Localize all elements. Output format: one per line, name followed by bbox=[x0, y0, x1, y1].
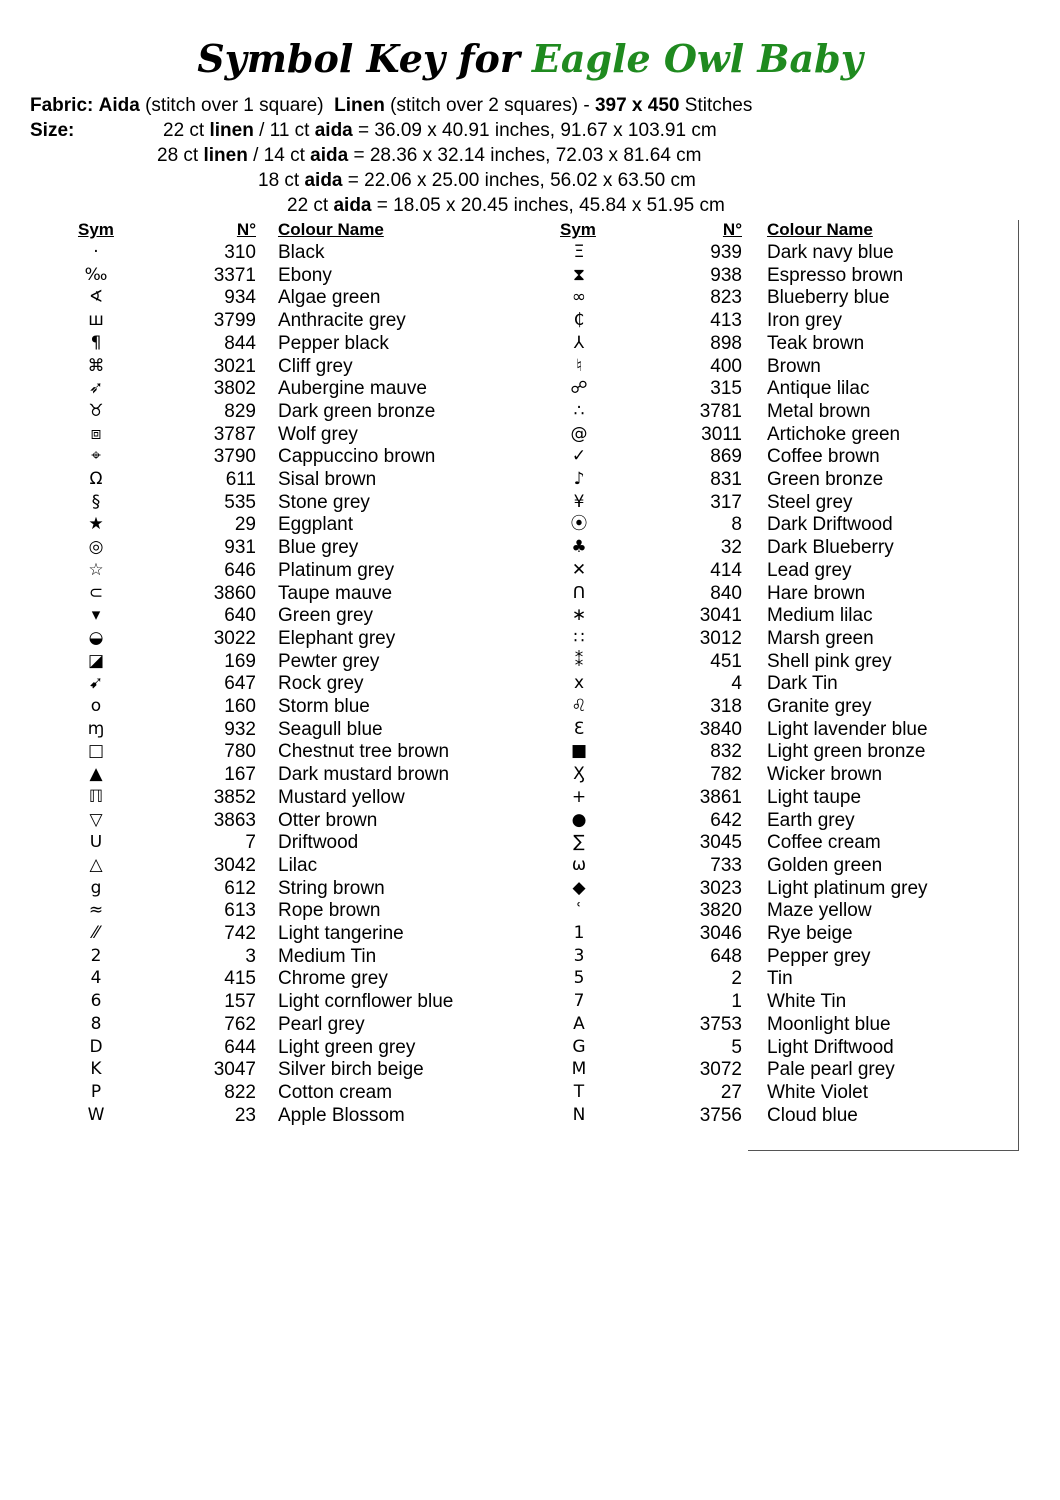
colour-name-cell: Antique lilac bbox=[767, 378, 870, 400]
header-num-left: N° bbox=[236, 220, 256, 239]
number-cell: 3852 bbox=[213, 786, 256, 808]
colour-name-cell: Coffee cream bbox=[767, 832, 881, 854]
size-line-b1: linen bbox=[203, 145, 248, 166]
number-cell: 3840 bbox=[699, 718, 742, 740]
number-cell: 167 bbox=[224, 764, 256, 786]
symbol-cell: 3 bbox=[573, 945, 585, 966]
symbol-cell: ◪ bbox=[87, 650, 105, 671]
symbol-cell: ➶ bbox=[88, 378, 104, 399]
number-cell: 7 bbox=[245, 832, 256, 854]
table-border-right bbox=[1018, 220, 1019, 1150]
symbol-cell: Ω bbox=[89, 469, 103, 489]
number-cell: 318 bbox=[710, 696, 742, 717]
symbol-cell: o bbox=[90, 696, 102, 716]
symbol-cell: ♪ bbox=[573, 469, 585, 489]
table-border-bottom bbox=[748, 1150, 1019, 1151]
size-line-b2: aida bbox=[310, 145, 349, 166]
symbol-cell: ▲ bbox=[89, 764, 103, 785]
number-cell: 160 bbox=[224, 696, 256, 717]
number-cell: 3021 bbox=[213, 355, 256, 377]
stitch-count: 397 x 450 bbox=[594, 95, 680, 116]
colour-name-cell: Lilac bbox=[278, 854, 318, 876]
colour-name-cell: Cloud blue bbox=[767, 1104, 858, 1126]
colour-name-cell: Chestnut tree brown bbox=[278, 741, 450, 763]
symbol-cell: ➹ bbox=[88, 673, 104, 694]
symbol-cell: ★ bbox=[88, 514, 104, 535]
colour-name-cell: Teak brown bbox=[767, 332, 865, 354]
symbol-cell: ✓ bbox=[571, 446, 587, 467]
fabric-line bbox=[30, 95, 752, 117]
number-cell: 647 bbox=[224, 673, 256, 695]
colour-name-cell: Light tangerine bbox=[278, 923, 404, 944]
number-cell: 3045 bbox=[699, 832, 742, 854]
size-label: Size: bbox=[30, 120, 75, 141]
symbol-cell: ☍ bbox=[570, 378, 588, 399]
number-cell: 780 bbox=[224, 741, 256, 763]
colour-name-cell: Pearl grey bbox=[278, 1013, 365, 1035]
colour-name-cell: Artichoke green bbox=[767, 423, 901, 445]
number-cell: 415 bbox=[224, 968, 256, 990]
colour-name-cell: Driftwood bbox=[278, 832, 359, 854]
colour-name-cell: Rope brown bbox=[278, 900, 381, 922]
colour-name-cell: Taupe mauve bbox=[278, 582, 393, 604]
size-line-b2: aida bbox=[314, 120, 353, 141]
symbol-cell: ∞ bbox=[571, 287, 587, 308]
number-cell: 3022 bbox=[213, 627, 256, 649]
number-cell: 832 bbox=[710, 741, 742, 763]
number-cell: 612 bbox=[224, 877, 256, 899]
colour-name-cell: Black bbox=[278, 242, 325, 263]
colour-name-cell: Storm blue bbox=[278, 696, 370, 717]
number-cell: 932 bbox=[224, 718, 256, 740]
size-line-b1: linen bbox=[209, 120, 254, 141]
number-cell: 829 bbox=[224, 400, 256, 422]
symbol-cell: ✕ bbox=[571, 559, 587, 580]
colour-name-cell: White Violet bbox=[767, 1081, 869, 1103]
number-cell: 831 bbox=[710, 469, 742, 490]
number-cell: 733 bbox=[710, 854, 742, 876]
symbol-cell: ⧗ bbox=[573, 264, 585, 285]
colour-name-cell: Earth grey bbox=[767, 809, 855, 831]
number-cell: 451 bbox=[710, 650, 742, 672]
colour-name-cell: Green bronze bbox=[767, 469, 884, 490]
number-cell: 782 bbox=[710, 764, 742, 786]
colour-name-cell: Shell pink grey bbox=[767, 650, 892, 672]
number-cell: 3861 bbox=[699, 786, 742, 808]
symbol-cell: ♌ bbox=[571, 696, 587, 716]
size-line bbox=[258, 170, 696, 192]
number-cell: 3781 bbox=[699, 400, 742, 422]
number-cell: 8 bbox=[731, 514, 742, 536]
number-cell: 3011 bbox=[701, 423, 742, 445]
colour-name-cell: Aubergine mauve bbox=[278, 378, 427, 400]
number-cell: 413 bbox=[710, 310, 742, 332]
symbol-cell: W bbox=[87, 1104, 105, 1125]
colour-name-cell: Pepper grey bbox=[767, 945, 871, 967]
title-prefix: Symbol Key for bbox=[197, 36, 520, 81]
number-cell: 157 bbox=[224, 991, 256, 1013]
colour-name-cell: Elephant grey bbox=[278, 627, 396, 649]
symbol-cell: ▽ bbox=[89, 809, 103, 830]
number-cell: 3023 bbox=[699, 877, 742, 899]
size-line-pre: 22 ct bbox=[163, 120, 210, 141]
colour-name-cell: Brown bbox=[767, 355, 821, 377]
number-cell: 3787 bbox=[213, 423, 256, 445]
colour-name-cell: Dark Blueberry bbox=[767, 537, 894, 559]
symbol-cell: ш bbox=[88, 310, 104, 331]
symbol-cell: ⊂ bbox=[88, 582, 104, 603]
number-cell: 3012 bbox=[699, 627, 742, 649]
number-cell: 3799 bbox=[213, 310, 256, 332]
symbol-cell: ∷ bbox=[573, 627, 585, 648]
symbol-cell: A bbox=[573, 1013, 585, 1034]
number-cell: 535 bbox=[224, 491, 256, 513]
size-line-post: = 36.09 x 40.91 inches, 91.67 x 103.91 cm bbox=[352, 120, 717, 141]
colour-name-cell: Medium lilac bbox=[767, 605, 873, 627]
colour-name-cell: Granite grey bbox=[767, 696, 872, 717]
number-cell: 317 bbox=[710, 491, 742, 513]
symbol-cell: § bbox=[91, 491, 101, 512]
symbol-cell: 6 bbox=[90, 991, 102, 1012]
colour-name-cell: Rye beige bbox=[767, 923, 853, 944]
colour-name-cell: Chrome grey bbox=[278, 968, 388, 990]
colour-name-cell: Sisal brown bbox=[278, 469, 377, 490]
number-cell: 3863 bbox=[213, 809, 256, 831]
number-cell: 3756 bbox=[699, 1104, 742, 1126]
header-name-left: Colour Name bbox=[278, 220, 384, 239]
colour-name-cell: Stone grey bbox=[278, 491, 370, 513]
number-cell: 3371 bbox=[213, 264, 256, 286]
symbol-cell: ♉ bbox=[88, 400, 104, 421]
size-line-post: = 18.05 x 20.45 inches, 45.84 x 51.95 cm bbox=[371, 195, 725, 216]
colour-name-cell: Wicker brown bbox=[767, 764, 883, 786]
symbol-cell: ⅄ bbox=[573, 332, 585, 353]
symbol-cell: ᑎ bbox=[572, 582, 586, 603]
number-cell: 823 bbox=[710, 287, 742, 309]
colour-name-cell: Moonlight blue bbox=[767, 1013, 891, 1035]
size-line-post: = 28.36 x 32.14 inches, 72.03 x 81.64 cm bbox=[348, 145, 702, 166]
symbol-cell: ᑌ bbox=[89, 832, 103, 853]
symbol-cell: g bbox=[90, 877, 102, 898]
colour-name-cell: Ebony bbox=[278, 264, 332, 286]
colour-name-cell: Dark Tin bbox=[767, 673, 838, 695]
number-cell: 1 bbox=[731, 991, 742, 1013]
colour-name-cell: Light green bronze bbox=[767, 741, 926, 763]
number-cell: 840 bbox=[710, 582, 742, 604]
colour-name-cell: Tin bbox=[767, 968, 793, 990]
colour-name-cell: Coffee brown bbox=[767, 446, 880, 468]
symbol-cell: ∴ bbox=[573, 400, 585, 421]
size-line-b1: aida bbox=[333, 195, 372, 216]
symbol-cell: ⦿ bbox=[570, 514, 588, 535]
number-cell: 400 bbox=[710, 355, 742, 377]
symbol-cell: ⌖ bbox=[91, 446, 101, 467]
symbol-cell: △ bbox=[89, 854, 103, 875]
colour-name-cell: Blueberry blue bbox=[767, 287, 890, 309]
number-cell: 3042 bbox=[213, 854, 256, 876]
number-cell: 869 bbox=[710, 446, 742, 468]
colour-name-cell: Silver birch beige bbox=[278, 1059, 424, 1081]
colour-name-cell: Medium Tin bbox=[278, 945, 377, 967]
symbol-cell: ♮ bbox=[575, 355, 583, 376]
symbol-cell: □ bbox=[87, 741, 105, 762]
symbol-cell: N bbox=[572, 1104, 586, 1125]
colour-name-cell: Light cornflower blue bbox=[278, 991, 454, 1013]
symbol-cell: 4 bbox=[90, 968, 102, 989]
number-cell: 3072 bbox=[699, 1059, 742, 1081]
fabric-label: Fabric: bbox=[30, 95, 94, 116]
symbol-cell: 2 bbox=[90, 945, 102, 966]
symbol-cell: Ӽ bbox=[573, 764, 585, 785]
symbol-cell: K bbox=[90, 1059, 102, 1080]
colour-name-cell: Dark Driftwood bbox=[767, 514, 893, 536]
colour-name-cell: Platinum grey bbox=[278, 559, 395, 581]
symbol-cell: x bbox=[573, 673, 585, 694]
colour-name-cell: Green grey bbox=[278, 605, 374, 627]
symbol-cell: ● bbox=[571, 809, 587, 830]
symbol-cell: ѡ bbox=[571, 854, 587, 875]
colour-name-cell: Dark green bronze bbox=[278, 400, 436, 422]
symbol-cell: ☆ bbox=[88, 559, 104, 580]
colour-name-cell: Cappuccino brown bbox=[278, 446, 436, 468]
symbol-cell: @ bbox=[570, 423, 588, 444]
colour-name-cell: Cotton cream bbox=[278, 1081, 393, 1103]
number-cell: 29 bbox=[234, 514, 256, 536]
symbol-cell: Ɛ bbox=[573, 718, 585, 739]
colour-name-cell: Otter brown bbox=[278, 809, 378, 831]
fabric-linen-note: (stitch over 2 squares) - bbox=[390, 95, 590, 116]
colour-name-cell: Algae green bbox=[278, 287, 381, 309]
symbol-cell: ▾ bbox=[91, 605, 101, 626]
colour-name-cell: Cliff grey bbox=[278, 355, 353, 377]
colour-name-cell: Eggplant bbox=[278, 514, 354, 536]
page-title bbox=[0, 36, 1060, 81]
header-name-right: Colour Name bbox=[767, 220, 873, 239]
number-cell: 315 bbox=[710, 378, 742, 400]
symbol-cell: ⧈ bbox=[90, 423, 102, 444]
symbol-cell: 7 bbox=[573, 991, 585, 1012]
number-cell: 3790 bbox=[213, 446, 256, 468]
fabric-aida: Aida bbox=[98, 95, 140, 116]
number-cell: 938 bbox=[710, 264, 742, 286]
colour-name-cell: Blue grey bbox=[278, 537, 359, 559]
symbol-cell: P bbox=[90, 1081, 102, 1102]
colour-name-cell: String brown bbox=[278, 877, 385, 899]
header-num-right: N° bbox=[722, 220, 742, 239]
stitches-word: Stitches bbox=[684, 95, 753, 116]
number-cell: 27 bbox=[720, 1081, 742, 1103]
number-cell: 931 bbox=[224, 537, 256, 559]
pattern-name: Eagle Owl Baby bbox=[531, 36, 863, 81]
number-cell: 762 bbox=[224, 1013, 256, 1035]
colour-name-cell: Light platinum grey bbox=[767, 877, 928, 899]
colour-name-cell: Pale pearl grey bbox=[767, 1059, 895, 1081]
colour-name-cell: Anthracite grey bbox=[278, 310, 406, 332]
size-line bbox=[163, 120, 717, 142]
colour-name-cell: Seagull blue bbox=[278, 718, 383, 740]
symbol-cell: ∗ bbox=[571, 605, 587, 626]
colour-name-cell: Marsh green bbox=[767, 627, 874, 649]
colour-name-cell: Wolf grey bbox=[278, 423, 358, 445]
colour-name-cell: Espresso brown bbox=[767, 264, 904, 286]
number-cell: 2 bbox=[731, 968, 742, 990]
number-cell: 3753 bbox=[699, 1013, 742, 1035]
colour-name-cell: Lead grey bbox=[767, 559, 852, 581]
size-line-mid: / 11 ct bbox=[253, 120, 315, 141]
number-cell: 3047 bbox=[213, 1059, 256, 1081]
number-cell: 648 bbox=[710, 945, 742, 967]
colour-name-cell: Apple Blossom bbox=[278, 1104, 405, 1126]
header-sym-right: Sym bbox=[560, 220, 596, 239]
number-cell: 640 bbox=[224, 605, 256, 627]
symbol-cell: ‰ bbox=[84, 264, 108, 285]
colour-name-cell: Light Driftwood bbox=[767, 1036, 894, 1058]
colour-name-cell: Pepper black bbox=[278, 332, 389, 354]
size-line-pre: 22 ct bbox=[287, 195, 334, 216]
number-cell: 644 bbox=[224, 1036, 256, 1058]
number-cell: 4 bbox=[731, 673, 742, 695]
symbol-cell: T bbox=[573, 1081, 585, 1102]
symbol-cell: 1 bbox=[573, 923, 585, 943]
size-line-post: = 22.06 x 25.00 inches, 56.02 x 63.50 cm bbox=[342, 170, 696, 191]
number-cell: 742 bbox=[224, 923, 256, 944]
symbol-cell: ⁄⁄ bbox=[93, 923, 99, 943]
number-cell: 3802 bbox=[213, 378, 256, 400]
number-cell: 898 bbox=[710, 332, 742, 354]
symbol-cell: ¥ bbox=[573, 491, 585, 512]
symbol-cell: ◎ bbox=[88, 537, 104, 558]
size-line-pre: 18 ct bbox=[258, 170, 305, 191]
colour-name-cell: Dark navy blue bbox=[767, 242, 894, 263]
symbol-cell: ℿ bbox=[88, 786, 104, 807]
symbol-cell: ɱ bbox=[87, 718, 105, 739]
symbol-cell: ⁑ bbox=[574, 650, 584, 671]
symbol-cell: ■ bbox=[570, 741, 588, 762]
symbol-cell: 5 bbox=[573, 968, 585, 989]
symbol-cell: + bbox=[571, 786, 587, 807]
size-line-mid: / 14 ct bbox=[247, 145, 311, 166]
number-cell: 3046 bbox=[699, 923, 742, 944]
colour-name-cell: Mustard yellow bbox=[278, 786, 405, 808]
size-line-pre: 28 ct bbox=[157, 145, 204, 166]
fabric-linen: Linen bbox=[334, 95, 385, 116]
number-cell: 611 bbox=[225, 469, 256, 490]
symbol-cell: G bbox=[572, 1036, 586, 1057]
colour-name-cell: Steel grey bbox=[767, 491, 853, 513]
number-cell: 822 bbox=[224, 1081, 256, 1103]
number-cell: 23 bbox=[234, 1104, 256, 1126]
symbol-cell: Ξ bbox=[573, 242, 585, 262]
size-line bbox=[287, 195, 725, 217]
number-cell: 310 bbox=[224, 242, 256, 263]
size-line bbox=[157, 145, 702, 167]
number-cell: 646 bbox=[224, 559, 256, 581]
number-cell: 3820 bbox=[699, 900, 742, 922]
colour-name-cell: Hare brown bbox=[767, 582, 866, 604]
header-sym-left: Sym bbox=[78, 220, 114, 239]
colour-name-cell: Light green grey bbox=[278, 1036, 416, 1058]
colour-name-cell: Light taupe bbox=[767, 786, 862, 808]
symbol-cell: ¶ bbox=[90, 332, 102, 353]
symbol-cell: ♣ bbox=[571, 537, 587, 558]
symbol-cell: ʿ bbox=[576, 900, 582, 921]
colour-name-cell: Pewter grey bbox=[278, 650, 380, 672]
colour-name-cell: Rock grey bbox=[278, 673, 364, 695]
symbol-cell: ◆ bbox=[572, 877, 586, 898]
symbol-cell: ∢ bbox=[88, 287, 104, 308]
symbol-cell: 8 bbox=[90, 1013, 102, 1034]
number-cell: 642 bbox=[710, 809, 742, 831]
symbol-cell: M bbox=[571, 1059, 587, 1080]
colour-name-cell: Iron grey bbox=[767, 310, 842, 332]
number-cell: 844 bbox=[224, 332, 256, 354]
number-cell: 939 bbox=[710, 242, 742, 263]
symbol-cell: ≈ bbox=[88, 900, 104, 921]
number-cell: 3041 bbox=[699, 605, 742, 627]
number-cell: 5 bbox=[731, 1036, 742, 1058]
size-line-b1: aida bbox=[304, 170, 343, 191]
size-label-line bbox=[30, 120, 74, 142]
number-cell: 414 bbox=[710, 559, 742, 581]
colour-name-cell: White Tin bbox=[767, 991, 847, 1013]
number-cell: 613 bbox=[224, 900, 256, 922]
number-cell: 32 bbox=[720, 537, 742, 559]
symbol-cell: ⌘ bbox=[87, 355, 105, 376]
number-cell: 934 bbox=[224, 287, 256, 309]
number-cell: 3860 bbox=[213, 582, 256, 604]
symbol-cell: ◒ bbox=[88, 627, 104, 648]
symbol-cell: · bbox=[93, 242, 99, 262]
colour-name-cell: Light lavender blue bbox=[767, 718, 928, 740]
colour-name-cell: Metal brown bbox=[767, 400, 871, 422]
colour-name-cell: Golden green bbox=[767, 854, 883, 876]
colour-name-cell: Maze yellow bbox=[767, 900, 872, 922]
number-cell: 3 bbox=[245, 945, 256, 967]
symbol-cell: D bbox=[89, 1036, 103, 1057]
fabric-aida-note: (stitch over 1 square) bbox=[145, 95, 324, 116]
number-cell: 169 bbox=[224, 650, 256, 672]
colour-name-cell: Dark mustard brown bbox=[278, 764, 450, 786]
symbol-cell: ∑ bbox=[573, 832, 585, 853]
symbol-cell: ₵ bbox=[573, 310, 585, 331]
